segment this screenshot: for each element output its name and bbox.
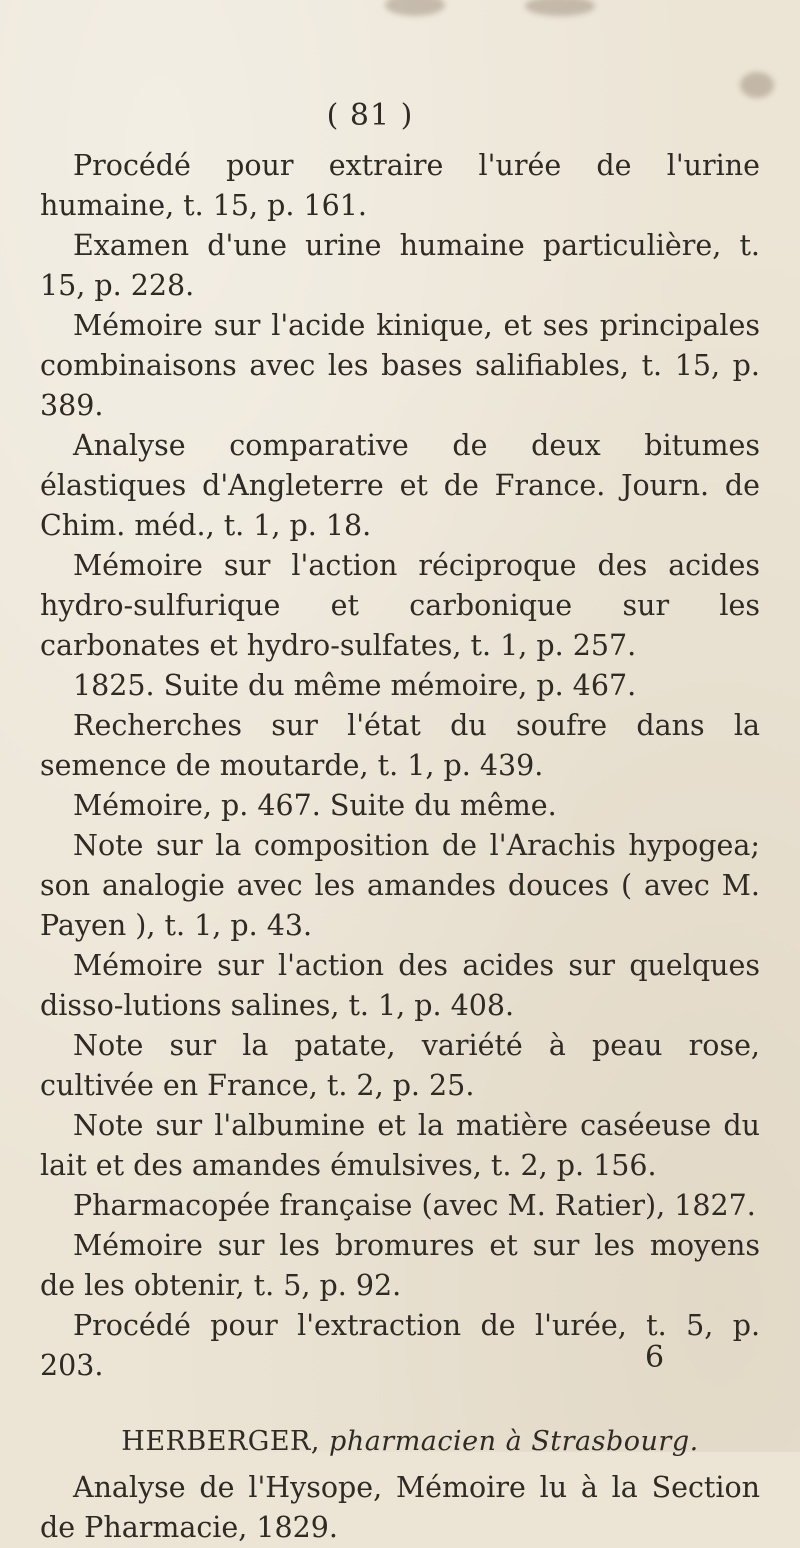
bibliography-entry: Procédé pour extraire l'urée de l'urine humaine, t. 15, p. 161.	[40, 149, 760, 222]
bibliography-entry: Procédé pour l'extraction de l'urée, t. 5, p. 203.	[40, 1309, 760, 1382]
text-body	[40, 146, 760, 1548]
author-role: pharmacien à Strasbourg.	[329, 1426, 699, 1457]
bibliography-entry: Examen d'une urine humaine particulière, t. 15, p. 228.	[40, 229, 760, 302]
bibliography-entry: Pharmacopée française (avec M. Ratier), 1827.	[73, 1189, 756, 1222]
bibliography-entry: Analyse de l'Hysope, Mémoire lu à la Section de Pharmacie, 1829.	[40, 1471, 760, 1544]
author-name: HERBERGER,	[121, 1426, 320, 1457]
signature-mark: 6	[645, 1340, 665, 1375]
bibliography-entry: 1825. Suite du même mémoire, p. 467.	[73, 669, 637, 702]
bibliography-entry: Note sur la patate, variété à peau rose, cultivée en France, t. 2, p. 25.	[40, 1029, 760, 1102]
bibliography-entry: Mémoire, p. 467. Suite du même.	[73, 789, 557, 822]
section-spacer	[40, 1386, 760, 1422]
page-number: ( 81 )	[326, 98, 414, 133]
bibliography-entry: Note sur la composition de l'Arachis hypogea; son analogie avec les amandes douces ( avec M. Payen ), t. 1, p. 43.	[40, 829, 760, 942]
bibliography-entry: Mémoire sur les bromures et sur les moyens de les obtenir, t. 5, p. 92.	[40, 1229, 760, 1302]
bibliography-entry: Recherches sur l'état du soufre dans la semence de moutarde, t. 1, p. 439.	[40, 709, 760, 782]
bibliography-entry: Mémoire sur l'action des acides sur quelques disso-lutions salines, t. 1, p. 408.	[40, 949, 760, 1022]
author-heading	[40, 1422, 760, 1462]
bibliography-entry: Analyse comparative de deux bitumes élastiques d'Angleterre et de France. Journ. de Chim. méd., t. 1, p. 18.	[40, 429, 760, 542]
stain-mark	[525, 0, 595, 16]
stain-mark	[740, 72, 774, 98]
bibliography-entry: Mémoire sur l'action réciproque des acides hydro-sulfurique et carbonique sur les carbonates et hydro-sulfates, t. 1, p. 257.	[40, 549, 760, 662]
bibliography-entry: Note sur l'albumine et la matière caséeuse du lait et des amandes émulsives, t. 2, p. 156.	[40, 1109, 760, 1182]
stain-mark	[385, 0, 445, 16]
bibliography-entry: Mémoire sur l'acide kinique, et ses principales combinaisons avec les bases salifiables, t. 15, p. 389.	[40, 309, 760, 422]
